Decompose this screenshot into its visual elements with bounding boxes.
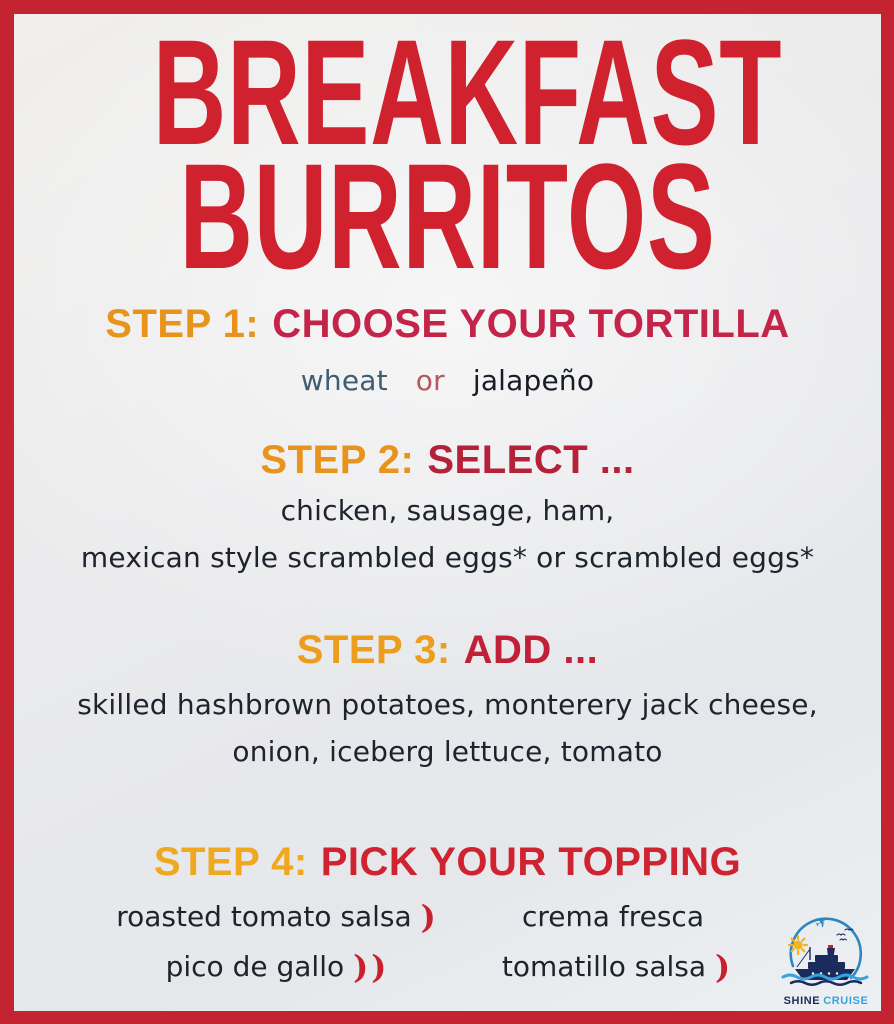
logo-text-shine: SHINE <box>783 995 821 1007</box>
topping-name: pico de gallo <box>165 950 345 983</box>
logo-text-cruise: CRUISE <box>823 995 869 1007</box>
topping-crema-fresca <box>448 898 788 934</box>
chili-heat-icon: ) <box>715 948 734 986</box>
topping-tomatillo-salsa <box>448 948 788 984</box>
step-2-title: SELECT ... <box>427 438 635 482</box>
step-3-title: ADD ... <box>463 628 599 672</box>
tortilla-option-jalapeno: jalapeño <box>472 364 595 397</box>
title-line-2: BURRITOS <box>179 132 716 300</box>
menu-sheet <box>14 14 881 1011</box>
step-3-line-1: skilled hashbrown potatoes, monterery jack cheese, <box>77 688 818 721</box>
shine-cruise-logo-graphic <box>777 914 875 992</box>
step-3-line-2: onion, iceberg lettuce, tomato <box>232 735 663 768</box>
chili-heat-icon: ) <box>420 898 439 936</box>
step-3-heading <box>14 628 881 673</box>
title-line-1: BREAKFAST <box>152 14 783 176</box>
step-2-line-1: chicken, sausage, ham, <box>280 494 615 527</box>
airplane-icon: ✈ <box>811 914 832 934</box>
tortilla-option-or: or <box>415 364 445 397</box>
topping-name: crema fresca <box>522 900 704 933</box>
step-2-label: STEP 2: <box>260 438 415 482</box>
step-1-title: CHOOSE YOUR TORTILLA <box>272 302 790 346</box>
step-1-options <box>14 364 881 397</box>
topping-name: roasted tomato salsa <box>116 900 412 933</box>
step-2-line-2: mexican style scrambled eggs* or scrambled eggs* <box>80 541 815 574</box>
step-4-label: STEP 4: <box>153 840 308 884</box>
logo-wordmark <box>777 995 875 1007</box>
toppings-grid <box>108 898 788 984</box>
tortilla-option-wheat: wheat <box>300 364 388 397</box>
step-2-heading <box>14 438 881 483</box>
topping-roasted-tomato-salsa <box>108 898 448 934</box>
step-1-label: STEP 1: <box>105 302 260 346</box>
shine-cruise-logo <box>777 914 875 1007</box>
sun-icon <box>789 936 807 954</box>
step-4-title: PICK YOUR TOPPING <box>320 840 742 884</box>
step-1-heading <box>14 302 881 347</box>
page-title <box>152 14 783 300</box>
step-3-label: STEP 3: <box>296 628 451 672</box>
topping-pico-de-gallo <box>108 948 448 984</box>
chili-heat-icon: )) <box>353 948 390 986</box>
step-4-heading <box>14 840 881 885</box>
topping-name: tomatillo salsa <box>501 950 707 983</box>
